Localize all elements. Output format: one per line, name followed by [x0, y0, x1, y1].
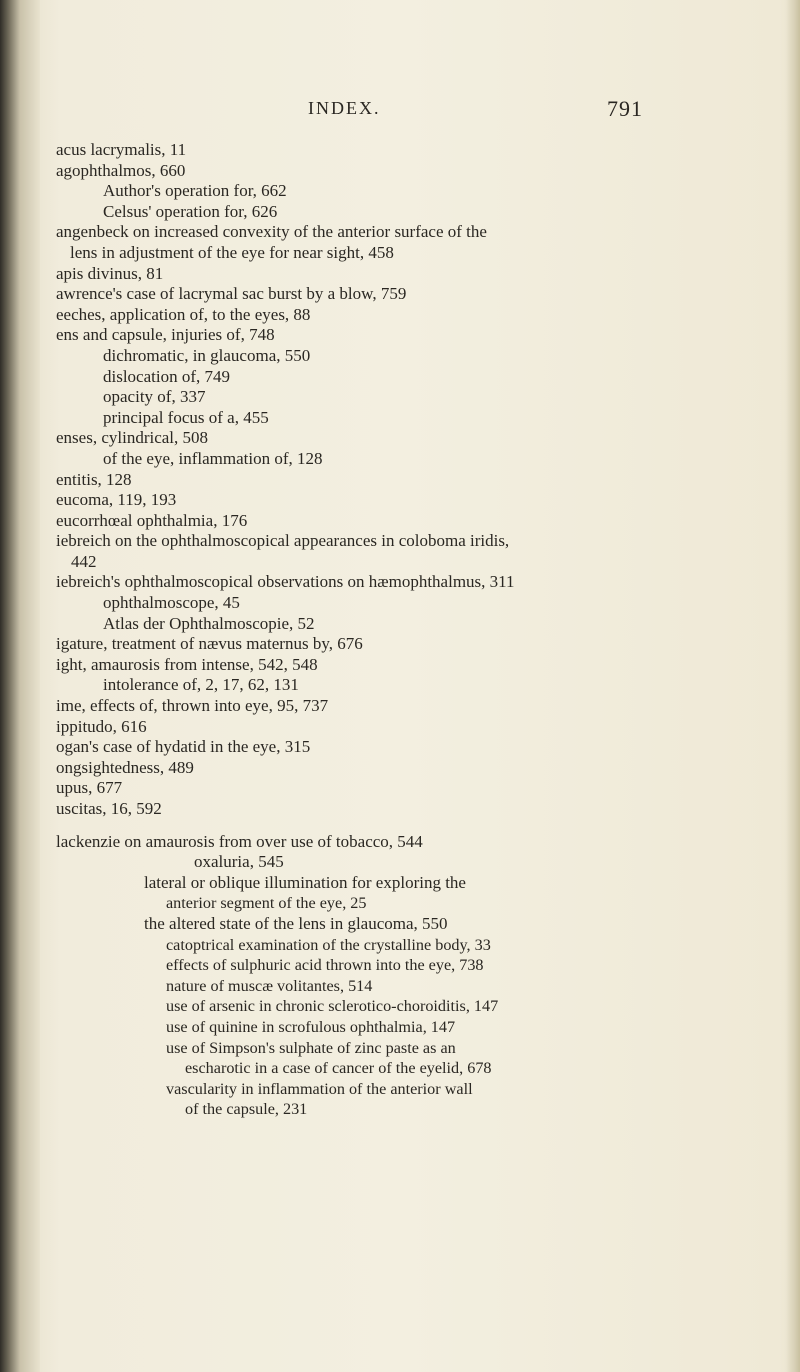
index-subentry: principal focus of a, 455	[103, 407, 269, 427]
index-entry: ens and capsule, injuries of, 748	[56, 325, 275, 345]
index-entry: iebreich on the ophthalmoscopical appearances in coloboma iridis,	[56, 531, 510, 551]
index-entry-continuation: escharotic in a case of cancer of the eyelid, 678	[185, 1059, 492, 1078]
running-header	[0, 96, 800, 124]
index-subentry: the altered state of the lens in glaucoma, 550	[144, 913, 448, 933]
index-entry: igature, treatment of nævus maternus by, 676	[56, 634, 363, 654]
index-subentry: oxaluria, 545	[194, 852, 284, 872]
index-subentry: intolerance of, 2, 17, 62, 131	[103, 675, 299, 695]
index-subentry: nature of muscæ volitantes, 514	[166, 976, 373, 995]
index-entry: ongsightedness, 489	[56, 757, 194, 777]
index-entry: lackenzie on amaurosis from over use of tobacco, 544	[56, 831, 423, 851]
index-entry-continuation: lens in adjustment of the eye for near sight, 458	[70, 242, 394, 262]
index-entry: eeches, application of, to the eyes, 88	[56, 304, 311, 324]
index-entry: upus, 677	[56, 778, 123, 798]
index-entry: iebreich's ophthalmoscopical observations on hæmophthalmus, 311	[56, 572, 515, 592]
index-subentry: Author's operation for, 662	[103, 181, 287, 201]
section-gap	[56, 820, 776, 832]
index-entries	[56, 140, 776, 1120]
index-entry: eucorrhœal ophthalmia, 176	[56, 510, 248, 530]
book-gutter	[0, 0, 40, 1372]
index-entry-continuation: anterior segment of the eye, 25	[166, 894, 367, 913]
index-entry: acus lacrymalis, 11	[56, 140, 187, 159]
index-entry-continuation: 442	[71, 551, 97, 571]
index-entry: ippitudo, 616	[56, 716, 147, 736]
index-entry: entitis, 128	[56, 469, 132, 489]
index-subentry: lateral or oblique illumination for exploring the	[144, 872, 466, 892]
index-subentry: vascularity in inflammation of the anterior wall	[166, 1079, 473, 1098]
index-entry: ogan's case of hydatid in the eye, 315	[56, 737, 311, 757]
page-edge	[786, 0, 800, 1372]
index-subentry: Celsus' operation for, 626	[103, 201, 278, 221]
index-subentry: Atlas der Ophthalmoscopie, 52	[103, 613, 315, 633]
index-entry: ight, amaurosis from intense, 542, 548	[56, 654, 318, 674]
index-entry: agophthalmos, 660	[56, 160, 186, 180]
index-entry: angenbeck on increased convexity of the anterior surface of the	[56, 222, 487, 242]
index-subentry: dislocation of, 749	[103, 366, 231, 386]
index-subentry: effects of sulphuric acid thrown into the eye, 738	[166, 956, 484, 975]
index-entry: enses, cylindrical, 508	[56, 428, 209, 448]
index-subentry: use of arsenic in chronic sclerotico-choroiditis, 147	[166, 997, 499, 1016]
header-title: INDEX.	[308, 98, 381, 118]
index-subentry: ophthalmoscope, 45	[103, 593, 240, 613]
index-entry: awrence's case of lacrymal sac burst by a blow, 759	[56, 284, 407, 304]
index-subentry: of the eye, inflammation of, 128	[103, 448, 323, 468]
index-subentry: use of quinine in scrofulous ophthalmia, 147	[166, 1017, 456, 1036]
index-subentry: catoptrical examination of the crystalline body, 33	[166, 935, 491, 954]
index-entry: ime, effects of, thrown into eye, 95, 737	[56, 696, 329, 716]
index-entry: apis divinus, 81	[56, 263, 164, 283]
index-subentry: use of Simpson's sulphate of zinc paste as an	[166, 1038, 456, 1057]
index-entry: uscitas, 16, 592	[56, 799, 162, 818]
page-number: 791	[607, 96, 643, 121]
index-subentry: opacity of, 337	[103, 387, 206, 407]
index-subentry: dichromatic, in glaucoma, 550	[103, 345, 311, 365]
index-entry: eucoma, 119, 193	[56, 490, 177, 510]
index-entry-continuation: of the capsule, 231	[185, 1100, 308, 1119]
